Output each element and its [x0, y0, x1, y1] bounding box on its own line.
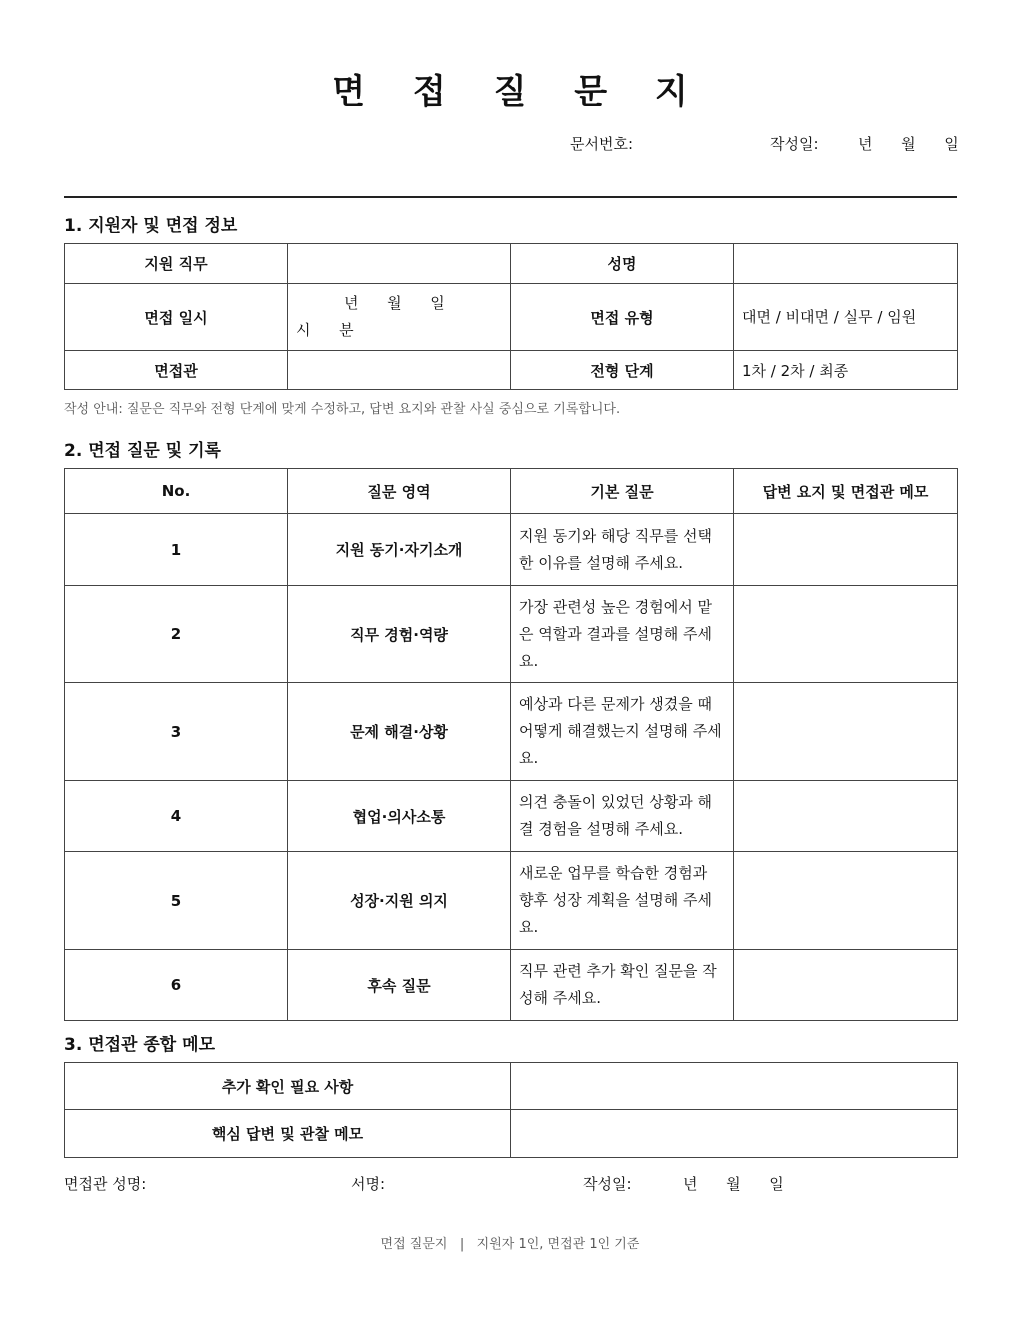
question-text: 예상과 다른 문제가 생겼을 때 어떻게 해결했는지 설명해 주세요. — [511, 683, 734, 781]
job-label: 지원 직무 — [65, 244, 288, 284]
col-header-question: 기본 질문 — [511, 469, 734, 514]
col-header-memo: 답변 요지 및 면접관 메모 — [734, 469, 958, 514]
writing-guide-note: 작성 안내: 질문은 직무와 전형 단계에 맞게 수정하고, 답변 요지와 관찰 사실 중심으로 기록합니다. — [64, 402, 621, 417]
additional-check-label: 추가 확인 필요 사항 — [65, 1063, 511, 1110]
stage-value[interactable]: 1차 / 2차 / 최종 — [734, 351, 958, 390]
interviewer-label: 면접관 — [65, 351, 288, 390]
question-no: 3 — [65, 683, 288, 781]
interviewer-name-label: 면접관 성명: — [64, 1175, 147, 1193]
question-area: 문제 해결·상황 — [288, 683, 511, 781]
question-text: 의견 충돌이 있었던 상황과 해결 경험을 설명해 주세요. — [511, 781, 734, 852]
table-header-row — [65, 469, 958, 514]
table-row — [65, 586, 958, 683]
info-row — [65, 351, 958, 390]
date-label: 작성일: — [770, 135, 819, 153]
table-row — [65, 950, 958, 1021]
question-no: 4 — [65, 781, 288, 852]
question-area: 협업·의사소통 — [288, 781, 511, 852]
info-row — [65, 244, 958, 284]
signature-date-label: 작성일: — [583, 1175, 632, 1193]
question-text: 지원 동기와 해당 직무를 선택한 이유를 설명해 주세요. — [511, 514, 734, 586]
question-no: 1 — [65, 514, 288, 586]
document-title: 면 접 질 문 지 — [332, 72, 706, 112]
applicant-info-table — [64, 243, 958, 390]
table-row — [65, 1063, 958, 1110]
interview-type-label: 면접 유형 — [511, 284, 734, 351]
table-row — [65, 1110, 958, 1158]
table-row — [65, 781, 958, 852]
answer-memo-field[interactable] — [734, 514, 958, 586]
interview-datetime-field[interactable] — [288, 284, 511, 351]
question-no: 6 — [65, 950, 288, 1021]
page-footer: 면접 질문지 | 지원자 1인, 면접관 1인 기준 — [380, 1237, 640, 1252]
signature-label: 서명: — [351, 1175, 386, 1193]
section3-title: 3. 면접관 종합 메모 — [64, 1035, 215, 1055]
section2-title: 2. 면접 질문 및 기록 — [64, 441, 221, 461]
interview-questions-table — [64, 468, 958, 1021]
stage-label: 전형 단계 — [511, 351, 734, 390]
question-no: 2 — [65, 586, 288, 683]
date-value: 년 월 일 — [858, 135, 959, 153]
interview-date-value: 년 월 일 — [344, 294, 445, 312]
info-row — [65, 284, 958, 351]
question-area: 성장·지원 의지 — [288, 852, 511, 950]
question-area: 직무 경험·역량 — [288, 586, 511, 683]
question-text: 직무 관련 추가 확인 질문을 작성해 주세요. — [511, 950, 734, 1021]
name-label: 성명 — [511, 244, 734, 284]
table-row — [65, 852, 958, 950]
col-header-area: 질문 영역 — [288, 469, 511, 514]
section1-title: 1. 지원자 및 면접 정보 — [64, 216, 238, 236]
additional-check-field[interactable] — [511, 1063, 958, 1110]
table-row — [65, 683, 958, 781]
interview-type-value[interactable]: 대면 / 비대면 / 실무 / 임원 — [734, 284, 958, 351]
name-field[interactable] — [734, 244, 958, 284]
table-row — [65, 514, 958, 586]
key-answer-memo-field[interactable] — [511, 1110, 958, 1158]
header-divider — [64, 196, 957, 198]
interviewer-field[interactable] — [288, 351, 511, 390]
question-text: 가장 관련성 높은 경험에서 맡은 역할과 결과를 설명해 주세요. — [511, 586, 734, 683]
question-area: 후속 질문 — [288, 950, 511, 1021]
question-no: 5 — [65, 852, 288, 950]
answer-memo-field[interactable] — [734, 683, 958, 781]
answer-memo-field[interactable] — [734, 950, 958, 1021]
summary-memo-table — [64, 1062, 958, 1158]
signature-date-value: 년 월 일 — [683, 1175, 784, 1193]
answer-memo-field[interactable] — [734, 586, 958, 683]
col-header-no: No. — [65, 469, 288, 514]
question-text: 새로운 업무를 학습한 경험과 향후 성장 계획을 설명해 주세요. — [511, 852, 734, 950]
answer-memo-field[interactable] — [734, 852, 958, 950]
interview-time-value: 시 분 — [296, 321, 354, 339]
interview-datetime-label: 면접 일시 — [65, 284, 288, 351]
question-area: 지원 동기·자기소개 — [288, 514, 511, 586]
doc-number-label: 문서번호: — [570, 135, 634, 153]
key-answer-memo-label: 핵심 답변 및 관찰 메모 — [65, 1110, 511, 1158]
job-field[interactable] — [288, 244, 511, 284]
answer-memo-field[interactable] — [734, 781, 958, 852]
